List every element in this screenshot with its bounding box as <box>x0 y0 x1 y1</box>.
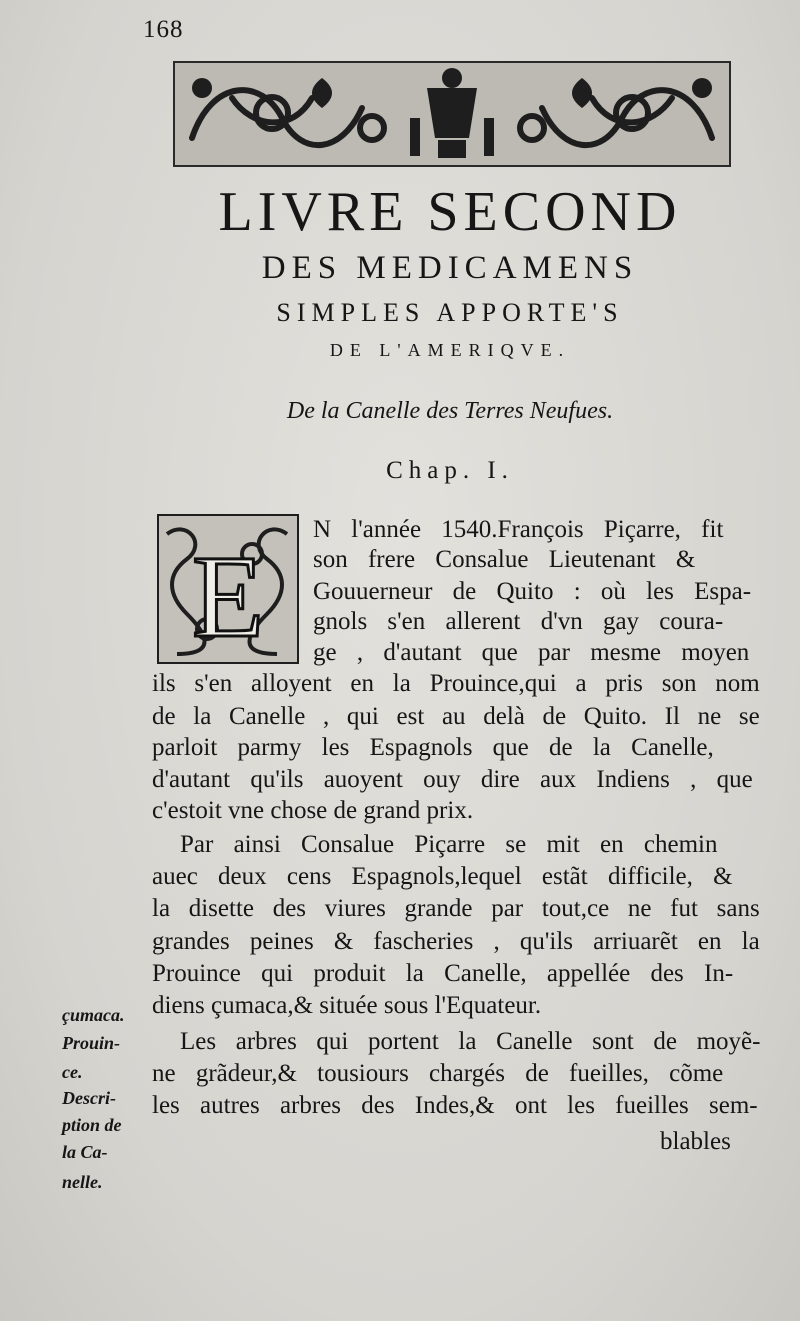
body-line: ne grãdeur,& tousiours chargés de fueilles, cõme <box>152 1060 724 1087</box>
body-line: d'autant qu'ils auoyent ouy dire aux Indiens , que <box>152 766 753 793</box>
margin-note: nelle. <box>62 1172 103 1192</box>
body-line: c'estoit vne chose de grand prix. <box>152 797 474 824</box>
page-number: 168 <box>143 16 184 43</box>
body-line: Par ainsi Consalue Piçarre se mit en chemin <box>180 831 718 858</box>
book-title-line-2: DES MEDICAMENS <box>261 250 639 286</box>
section-subtitle: De la Canelle des Terres Neufues. <box>286 398 614 424</box>
body-line: ge , d'autant que par mesme moyen <box>313 639 750 666</box>
body-line: parloit parmy les Espagnols que de la Canelle, <box>152 734 714 761</box>
margin-note: ption de <box>62 1115 122 1135</box>
body-line: de la Canelle , qui est au delà de Quito. Il ne se <box>152 703 760 730</box>
body-line: son frere Consalue Lieutenant & <box>313 546 696 573</box>
drop-cap-letter: E <box>191 531 265 662</box>
margin-note: ce. <box>62 1062 83 1082</box>
ornamental-headpiece <box>172 58 732 170</box>
body-line: ils s'en alloyent en la Prouince,qui a pris son nom <box>152 670 760 697</box>
body-line: grandes peines & fascheries , qu'ils arriuarẽt en la <box>152 928 760 955</box>
book-title-line-3: SIMPLES APPORTE'S <box>276 298 624 327</box>
body-line: gnols s'en allerent d'vn gay coura- <box>313 608 724 635</box>
margin-note: Prouin- <box>62 1033 121 1053</box>
body-line: N l'année 1540.François Piçarre, fit <box>313 516 724 543</box>
margin-note: çumaca. <box>62 1005 125 1025</box>
body-line: les autres arbres des Indes,& ont les fueilles sem- <box>152 1092 758 1119</box>
body-line: Prouince qui produit la Canelle, appellée des In- <box>152 960 734 987</box>
body-line: Gouuerneur de Quito : où les Espa- <box>313 578 752 605</box>
chapter-heading: Chap. I. <box>386 457 514 484</box>
body-line: la disette des viures grande par tout,ce ne fut sans <box>152 895 760 922</box>
book-title-line-1: LIVRE SECOND <box>218 181 682 243</box>
body-line: blables <box>660 1128 731 1155</box>
body-line: Les arbres qui portent la Canelle sont de moyẽ- <box>180 1028 761 1055</box>
book-title-line-4: DE L'AMERIQVE. <box>329 340 571 360</box>
body-line: diens çumaca,& située sous l'Equateur. <box>152 992 542 1019</box>
margin-note: Descri- <box>62 1088 116 1108</box>
body-line: auec deux cens Espagnols,lequel estãt difficile, & <box>152 863 733 890</box>
margin-note: la Ca- <box>62 1142 108 1162</box>
decorated-initial <box>157 514 299 664</box>
